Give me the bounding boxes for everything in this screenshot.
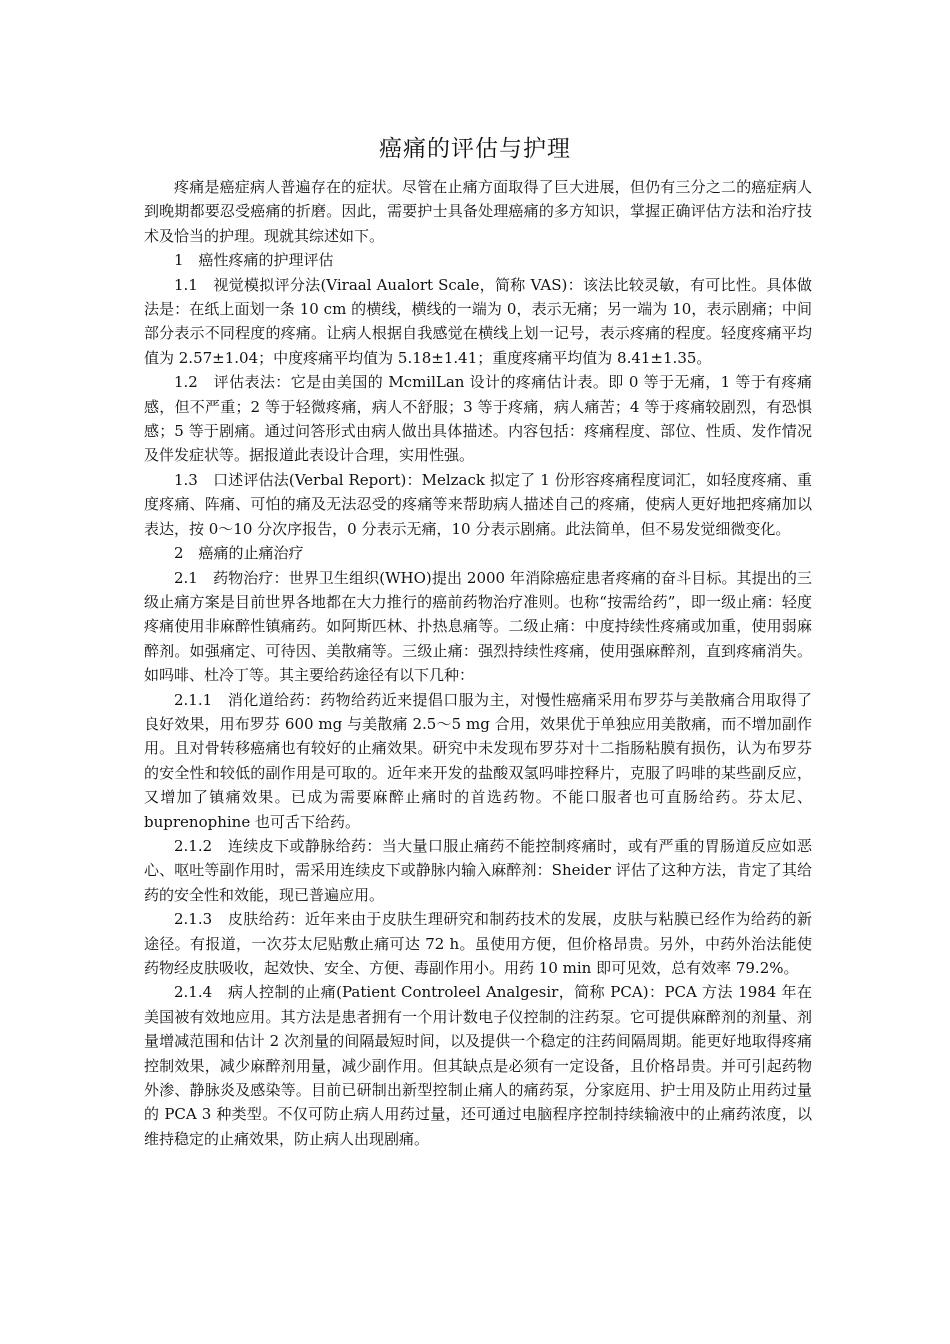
document-body	[144, 175, 812, 1151]
paragraph-2-1-3: 2.1.3 皮肤给药：近年来由于皮肤生理研究和制药技术的发展，皮肤与粘膜已经作为给药的新途径。有报道，一次芬太尼贴敷止痛可达 72 h。虽使用方便，但价格昂贵。另外，中药外治法能使药物经皮肤吸收，起效快、安全、方便、毒副作用小。用药 10 min 即可见效，总有效率 79.2%。	[144, 910, 812, 977]
section-heading-1: 1 癌性疼痛的护理评估	[174, 251, 334, 270]
intro-paragraph: 疼痛是癌症病人普遍存在的症状。尽管在止痛方面取得了巨大进展，但仍有三分之二的癌症病人到晚期都要忍受癌痛的折磨。因此，需要护士具备处理癌痛的多方知识，掌握正确评估方法和治疗技术及恰当的护理。现就其综述如下。	[144, 178, 812, 245]
paragraph-2-1-4: 2.1.4 病人控制的止痛(Patient Controleel Analgesir，简称 PCA)：PCA 方法 1984 年在美国被有效地应用。其方法是患者拥有一个用计数电子仪控制的注药泵。它可提供麻醉剂的剂量、剂量增减范围和估计 2 次剂量的间隔最短时间，以及提供一个稳定的注药间隔周期。能更好地取得疼痛控制效果，减少麻醉剂用量，减少副作用。但其缺点是必须有一定设备，且价格昂贵。并可引起药物外渗、静脉炎及感染等。目前已研制出新型控制止痛人的痛药泵，分家庭用、护士用及防止用药过量的 PCA 3 种类型。不仅可防止病人用药过量，还可通过电脑程序控制持续输液中的止痛药浓度，以维持稳定的止痛效果，防止病人出现剧痛。	[144, 983, 812, 1148]
paragraph-2-1: 2.1 药物治疗：世界卫生组织(WHO)提出 2000 年消除癌症患者疼痛的奋斗目标。其提出的三级止痛方案是目前世界各地都在大力推行的癌前药物治疗准则。也称“按需给药”，即一级止痛：轻度疼痛使用非麻醉性镇痛药。如阿斯匹林、扑热息痛等。二级止痛：中度持续性疼痛或加重，使用弱麻醉剂。如强痛定、可待因、美散痛等。三级止痛：强烈持续性疼痛，使用强麻醉剂，直到疼痛消失。如吗啡、杜冷丁等。其主要给药途径有以下几种：	[144, 568, 812, 685]
paragraph-2-1-2: 2.1.2 连续皮下或静脉给药：当大量口服止痛药不能控制疼痛时，或有严重的胃肠道反应如恶心、呕吐等副作用时，需采用连续皮下或静脉内输入麻醉剂：Sheider 评估了这种方法，肯定了其给药的安全性和效能，现已普遍应用。	[144, 836, 812, 904]
paragraph-1-3: 1.3 口述评估法(Verbal Report)：Melzack 拟定了 1 份形容疼痛程度词汇，如轻度疼痛、重度疼痛、阵痛、可怕的痛及无法忍受的疼痛等来帮助病人描述自己的疼痛，使病人更好地把疼痛加以表达，按 0～10 分次序报告，0 分表示无痛，10 分表示剧痛。此法简单，但不易发觉细微变化。	[144, 470, 812, 538]
document-title: 癌痛的评估与护理	[379, 136, 571, 162]
paragraph-1-2: 1.2 评估表法：它是由美国的 McmilLan 设计的疼痛估计表。即 0 等于无痛，1 等于有疼痛感，但不严重；2 等于轻微疼痛，病人不舒服；3 等于疼痛，病人痛苦；4 等于疼痛较剧烈，有恐惧感；5 等于剧痛。通过问答形式由病人做出具体描述。内容包括：疼痛程度、部位、性质、发作情况及伴发症状等。据报道此表设计合理，实用性强。	[144, 373, 812, 465]
paragraph-2-1-1: 2.1.1 消化道给药：药物给药近来提倡口服为主，对慢性癌痛采用布罗芬与美散痛合用取得了良好效果，用布罗芬 600 mg 与美散痛 2.5～5 mg 合用，效果优于单独应用美散痛，而不增加副作用。且对骨转移癌痛也有较好的止痛效果。研究中未发现布罗芬对十二指肠粘膜有损伤，认为布罗芬的安全性和较低的副作用是可取的。近年来开发的盐酸双氢吗啡控释片，克服了吗啡的某些副反应，又增加了镇痛效果。已成为需要麻醉止痛时的首选药物。不能口服者也可直肠给药。芬太尼、buprenophine 也可舌下给药。	[144, 690, 812, 831]
section-heading-2: 2 癌痛的止痛治疗	[174, 544, 304, 563]
paragraph-1-1: 1.1 视觉模拟评分法(Viraal Aualort Scale，简称 VAS)：该法比较灵敏，有可比性。具体做法是：在纸上面划一条 10 cm 的横线，横线的一端为 0，表示无痛；另一端为 10，表示剧痛；中间部分表示不同程度的疼痛。让病人根据自我感觉在横线上划一记号，表示疼痛的程度。轻度疼痛平均值为 2.57±1.04；中度疼痛平均值为 5.18±1.41；重度疼痛平均值为 8.41±1.35。	[144, 275, 812, 367]
